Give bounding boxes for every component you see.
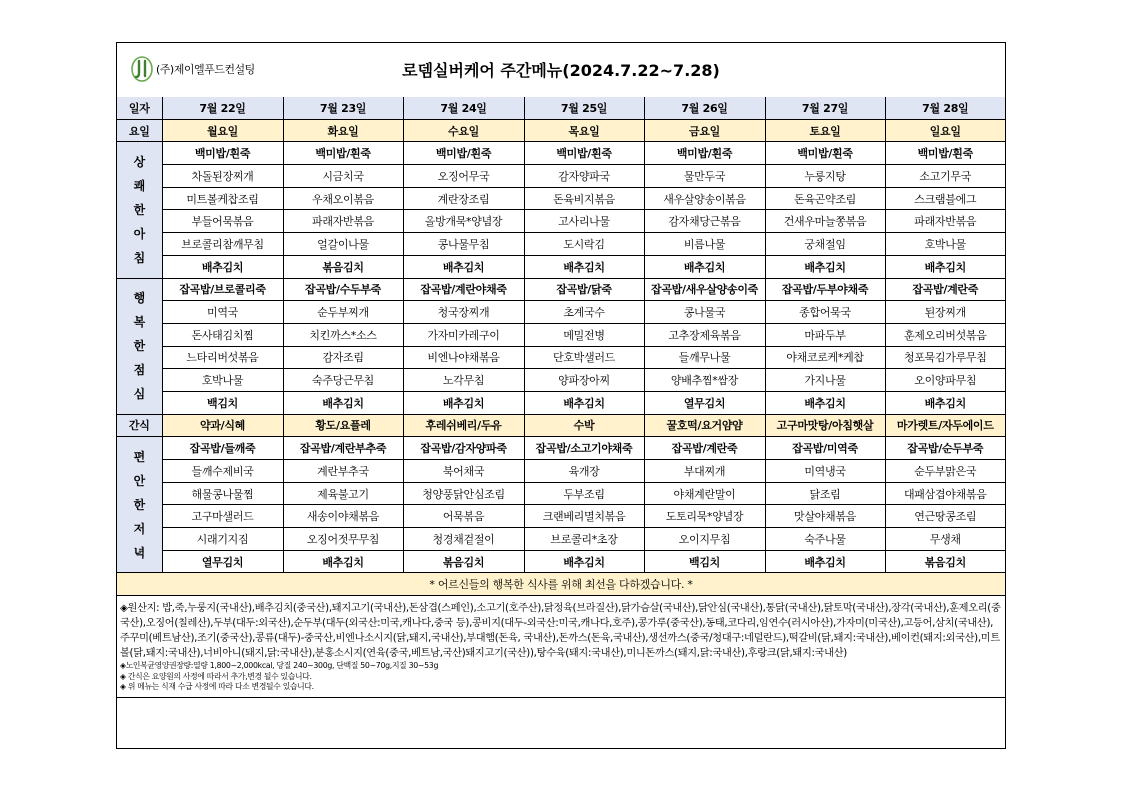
menu-item: 닭조림 <box>765 482 885 505</box>
menu-item: 잡곡밥/계란부추죽 <box>283 437 403 460</box>
meal-label-char: 한 <box>133 497 145 512</box>
menu-item: 청국장찌개 <box>403 301 524 324</box>
note-line: ◈ 위 메뉴는 식재 수급 사정에 따라 다소 변경될수 있습니다. <box>120 682 314 692</box>
menu-table <box>117 97 1005 698</box>
menu-item: 잡곡밥/순두부죽 <box>885 437 1005 460</box>
menu-item: 브로콜리*초장 <box>524 528 644 551</box>
menu-item: 청포묵김가루무침 <box>885 346 1005 369</box>
menu-item: 배추김치 <box>283 391 403 414</box>
menu-item: 오징어젓무무침 <box>283 528 403 551</box>
menu-row <box>117 165 1005 188</box>
menu-item: 콩나물무침 <box>403 233 524 256</box>
date-cell: 7월 23일 <box>283 97 403 119</box>
meal-label-char: 편 <box>133 449 145 464</box>
snack-label: 간식 <box>117 414 162 437</box>
menu-row <box>117 142 1005 165</box>
menu-item: 들깨수제비국 <box>162 460 283 483</box>
menu-item: 얼갈이나물 <box>283 233 403 256</box>
menu-item: 노각무침 <box>403 369 524 392</box>
menu-item: 오이지무침 <box>644 528 765 551</box>
snack-cell: 약과/식혜 <box>162 414 283 437</box>
menu-item: 맛살야채볶음 <box>765 505 885 528</box>
menu-item: 마파두부 <box>765 323 885 346</box>
menu-item: 느타리버섯볶음 <box>162 346 283 369</box>
menu-row <box>117 482 1005 505</box>
menu-item: 잡곡밥/닭죽 <box>524 278 644 301</box>
page-title: 로뎀실버케어 주간메뉴(2024.7.22~7.28) <box>402 61 720 80</box>
snack-cell: 수박 <box>524 414 644 437</box>
menu-item: 열무김치 <box>162 550 283 573</box>
menu-sheet <box>116 42 1006 749</box>
menu-item: 무생채 <box>885 528 1005 551</box>
menu-item: 파래자반볶음 <box>283 210 403 233</box>
snack-cell: 황도/요플레 <box>283 414 403 437</box>
origin-info: ◈원산지: 밥,죽,누룽지(국내산),배추김치(중국산),돼지고기(국내산),돈삼겹(스페인),소고기(호주산),닭정육(브라질산),닭가슴살(국내산),닭안심(국내산),통닭(국내산),닭토막(국내산),장각(국내산),훈제오리(중국산),오징어(칠레산),두부(대두:외국산),순두부(대두(외국산:미국,캐나다,중국 등),콩비지(대두-외국산:미국,캐나다,호주),콩가루(중국산),동태,코다리,임연수(러시아산),가자미(미국산),고등어,삼치(국내산),주꾸미(베트남산),조기(중국산),콩류(대두)-중국산,비엔나소시지(닭,돼지,국내산),부대햄(돈육, 국내산),돈까스(돈육,국내산),생선까스(중국/청대구:네덜란드),떡갈비(닭,돼지:국내산),베이컨(돼지:외국산),미트볼(닭,돼지:국내산),너비아니(돼지,닭:국내산),분홍소시지(연육(중국,베트남,국산)돼지고기(국산)),탕수육(돼지:국내산),미니돈까스(돼지,닭:국내산),후랑크(닭,돼지:국내산) <box>120 603 1001 660</box>
menu-item: 배추김치 <box>524 550 644 573</box>
menu-item: 우채오이볶음 <box>283 187 403 210</box>
header <box>117 43 1005 98</box>
menu-row <box>117 255 1005 278</box>
menu-item: 도토리묵*양념장 <box>644 505 765 528</box>
meal-label-char: 심 <box>133 387 145 402</box>
menu-item: 가자미카레구이 <box>403 323 524 346</box>
date-cell: 7월 27일 <box>765 97 885 119</box>
menu-item: 스크램블에그 <box>885 187 1005 210</box>
menu-item: 계란장조림 <box>403 187 524 210</box>
menu-item: 감자채당근볶음 <box>644 210 765 233</box>
menu-item: 숙주나물 <box>765 528 885 551</box>
menu-item: 잡곡밥/들깨죽 <box>162 437 283 460</box>
menu-item: 백미밥/흰죽 <box>162 142 283 165</box>
meal-label-char: 상 <box>133 154 145 169</box>
menu-item: 어묵볶음 <box>403 505 524 528</box>
menu-item: 파래자반볶음 <box>885 210 1005 233</box>
menu-item: 미역국 <box>162 301 283 324</box>
snack-cell: 고구마맛탕/아침햇살 <box>765 414 885 437</box>
menu-item: 백미밥/흰죽 <box>524 142 644 165</box>
menu-item: 누룽지탕 <box>765 165 885 188</box>
menu-item: 시래기지짐 <box>162 528 283 551</box>
menu-item: 부들어묵볶음 <box>162 210 283 233</box>
day-cell: 일요일 <box>885 119 1005 142</box>
date-cell: 7월 22일 <box>162 97 283 119</box>
menu-item: 건새우마늘쫑볶음 <box>765 210 885 233</box>
menu-item: 궁채절임 <box>765 233 885 256</box>
menu-item: 크랜베리멸치볶음 <box>524 505 644 528</box>
notes-cell <box>117 596 1005 698</box>
menu-item: 해물콩나물찜 <box>162 482 283 505</box>
meal-label-char: 녁 <box>133 545 145 560</box>
menu-item: 고추장제육볶음 <box>644 323 765 346</box>
menu-row <box>117 550 1005 573</box>
menu-item: 비름나물 <box>644 233 765 256</box>
menu-item: 순두부찌개 <box>283 301 403 324</box>
menu-item: 순두부맑은국 <box>885 460 1005 483</box>
menu-item: 볶음김치 <box>283 255 403 278</box>
menu-item: 돈사태김치찜 <box>162 323 283 346</box>
meal-label-char: 아 <box>133 226 145 241</box>
menu-item: 올방개묵*양념장 <box>403 210 524 233</box>
menu-item: 들깨무나물 <box>644 346 765 369</box>
menu-item: 도시락김 <box>524 233 644 256</box>
snack-row <box>117 414 1005 437</box>
menu-item: 잡곡밥/감자양파죽 <box>403 437 524 460</box>
menu-item: 새송이야채볶음 <box>283 505 403 528</box>
menu-item: 감자조림 <box>283 346 403 369</box>
day-cell: 화요일 <box>283 119 403 142</box>
menu-row <box>117 346 1005 369</box>
day-cell: 금요일 <box>644 119 765 142</box>
menu-item: 배추김치 <box>283 550 403 573</box>
menu-row <box>117 187 1005 210</box>
menu-item: 잡곡밥/새우살양송이죽 <box>644 278 765 301</box>
menu-item: 두부조림 <box>524 482 644 505</box>
menu-item: 미역냉국 <box>765 460 885 483</box>
snack-cell: 후레쉬베리/두유 <box>403 414 524 437</box>
menu-item: 감자양파국 <box>524 165 644 188</box>
date-cell: 7월 25일 <box>524 97 644 119</box>
menu-row <box>117 528 1005 551</box>
menu-item: 미트볼케찹조림 <box>162 187 283 210</box>
menu-item: 볶음김치 <box>403 550 524 573</box>
menu-item: 메밀전병 <box>524 323 644 346</box>
menu-item: 돈육비지볶음 <box>524 187 644 210</box>
menu-item: 배추김치 <box>885 255 1005 278</box>
menu-item: 호박나물 <box>885 233 1005 256</box>
date-cell: 7월 28일 <box>885 97 1005 119</box>
menu-item: 가지나물 <box>765 369 885 392</box>
menu-item: 브로콜리참깨무침 <box>162 233 283 256</box>
meal-label-char: 점 <box>133 363 145 378</box>
snack-cell: 마가렛트/자두에이드 <box>885 414 1005 437</box>
menu-item: 양파장아찌 <box>524 369 644 392</box>
meal-label-char: 침 <box>133 250 145 265</box>
banner-text: * 어르신들의 행복한 식사를 위해 최선을 다하겠습니다. * <box>117 573 1005 596</box>
snack-cell: 꿀호떡/요거얌얌 <box>644 414 765 437</box>
menu-item: 숙주당근무침 <box>283 369 403 392</box>
meal-label-char: 한 <box>133 202 145 217</box>
menu-row <box>117 505 1005 528</box>
menu-row <box>117 460 1005 483</box>
meal-label-char: 쾌 <box>133 178 145 193</box>
menu-item: 잡곡밥/미역죽 <box>765 437 885 460</box>
day-cell: 토요일 <box>765 119 885 142</box>
meal-label <box>117 142 162 278</box>
menu-item: 잡곡밥/브로콜리죽 <box>162 278 283 301</box>
meal-label <box>117 437 162 573</box>
notes-row <box>117 596 1005 698</box>
day-label: 요일 <box>117 119 162 142</box>
menu-item: 백미밥/흰죽 <box>403 142 524 165</box>
menu-item: 콩나물국 <box>644 301 765 324</box>
menu-row <box>117 323 1005 346</box>
menu-item: 치킨까스*소스 <box>283 323 403 346</box>
menu-item: 청경채겉절이 <box>403 528 524 551</box>
menu-item: 오이양파무침 <box>885 369 1005 392</box>
menu-item: 배추김치 <box>644 255 765 278</box>
menu-item: 단호박샐러드 <box>524 346 644 369</box>
note-line: ◈ 간식은 요양원의 사정에 따라서 추가,변경 될수 있습니다. <box>120 671 312 681</box>
menu-row <box>117 301 1005 324</box>
menu-item: 배추김치 <box>162 255 283 278</box>
day-row <box>117 119 1005 142</box>
menu-item: 배추김치 <box>765 391 885 414</box>
menu-item: 계란부추국 <box>283 460 403 483</box>
menu-item: 배추김치 <box>403 391 524 414</box>
menu-item: 잡곡밥/소고기야채죽 <box>524 437 644 460</box>
menu-item: 새우살양송이볶음 <box>644 187 765 210</box>
menu-item: 종합어묵국 <box>765 301 885 324</box>
menu-row <box>117 278 1005 301</box>
menu-row <box>117 369 1005 392</box>
meal-label-char: 복 <box>133 315 145 330</box>
menu-item: 잡곡밥/수두부죽 <box>283 278 403 301</box>
menu-item: 잡곡밥/계란야채죽 <box>403 278 524 301</box>
menu-item: 배추김치 <box>885 391 1005 414</box>
menu-item: 배추김치 <box>765 255 885 278</box>
meal-label-char: 한 <box>133 339 145 354</box>
menu-item: 된장찌개 <box>885 301 1005 324</box>
menu-item: 제육불고기 <box>283 482 403 505</box>
date-cell: 7월 26일 <box>644 97 765 119</box>
menu-item: 훈제오리버섯볶음 <box>885 323 1005 346</box>
menu-item: 백미밥/흰죽 <box>765 142 885 165</box>
menu-item: 잡곡밥/계란죽 <box>644 437 765 460</box>
meal-label-char: 안 <box>133 473 145 488</box>
menu-item: 배추김치 <box>403 255 524 278</box>
note-line: ◈노인복균영양권장량:열량 1,800~2,000kcal, 당질 240~300g, 단백질 50~70g,지질 30~53g <box>120 661 439 671</box>
menu-item: 배추김치 <box>765 550 885 573</box>
menu-row <box>117 210 1005 233</box>
menu-item: 물만두국 <box>644 165 765 188</box>
company-name: (주)제이엘푸드컨설팅 <box>156 63 255 76</box>
date-label: 일자 <box>117 97 162 119</box>
menu-item: 초계국수 <box>524 301 644 324</box>
menu-item: 오징어무국 <box>403 165 524 188</box>
menu-item: 열무김치 <box>644 391 765 414</box>
banner-row <box>117 573 1005 596</box>
date-cell: 7월 24일 <box>403 97 524 119</box>
menu-item: 고사리나물 <box>524 210 644 233</box>
meal-label-char: 행 <box>133 291 145 306</box>
menu-item: 야채계란말이 <box>644 482 765 505</box>
menu-row <box>117 233 1005 256</box>
menu-item: 고구마샐러드 <box>162 505 283 528</box>
menu-item: 볶음김치 <box>885 550 1005 573</box>
menu-item: 잡곡밥/두부야채죽 <box>765 278 885 301</box>
menu-item: 배추김치 <box>524 391 644 414</box>
menu-item: 소고기무국 <box>885 165 1005 188</box>
menu-item: 호박나물 <box>162 369 283 392</box>
menu-item: 연근땅콩조림 <box>885 505 1005 528</box>
menu-row <box>117 391 1005 414</box>
menu-item: 백미밥/흰죽 <box>644 142 765 165</box>
menu-item: 돈육곤약조림 <box>765 187 885 210</box>
menu-item: 야채코로케*케찹 <box>765 346 885 369</box>
menu-item: 청양풍닭안심조림 <box>403 482 524 505</box>
menu-item: 백김치 <box>162 391 283 414</box>
menu-item: 잡곡밥/계란죽 <box>885 278 1005 301</box>
menu-item: 백미밥/흰죽 <box>283 142 403 165</box>
meal-label-char: 저 <box>133 521 145 536</box>
day-cell: 수요일 <box>403 119 524 142</box>
menu-item: 시금치국 <box>283 165 403 188</box>
day-cell: 월요일 <box>162 119 283 142</box>
menu-row <box>117 437 1005 460</box>
day-cell: 목요일 <box>524 119 644 142</box>
menu-item: 양배추찜*쌈장 <box>644 369 765 392</box>
menu-item: 북어채국 <box>403 460 524 483</box>
menu-item: 비엔나야채볶음 <box>403 346 524 369</box>
menu-item: 백김치 <box>644 550 765 573</box>
menu-item: 육개장 <box>524 460 644 483</box>
menu-item: 차돌된장찌개 <box>162 165 283 188</box>
menu-item: 배추김치 <box>524 255 644 278</box>
meal-label <box>117 278 162 414</box>
menu-item: 대패삼겹야채볶음 <box>885 482 1005 505</box>
date-row <box>117 97 1005 119</box>
menu-item: 부대찌개 <box>644 460 765 483</box>
menu-item: 백미밥/흰죽 <box>885 142 1005 165</box>
